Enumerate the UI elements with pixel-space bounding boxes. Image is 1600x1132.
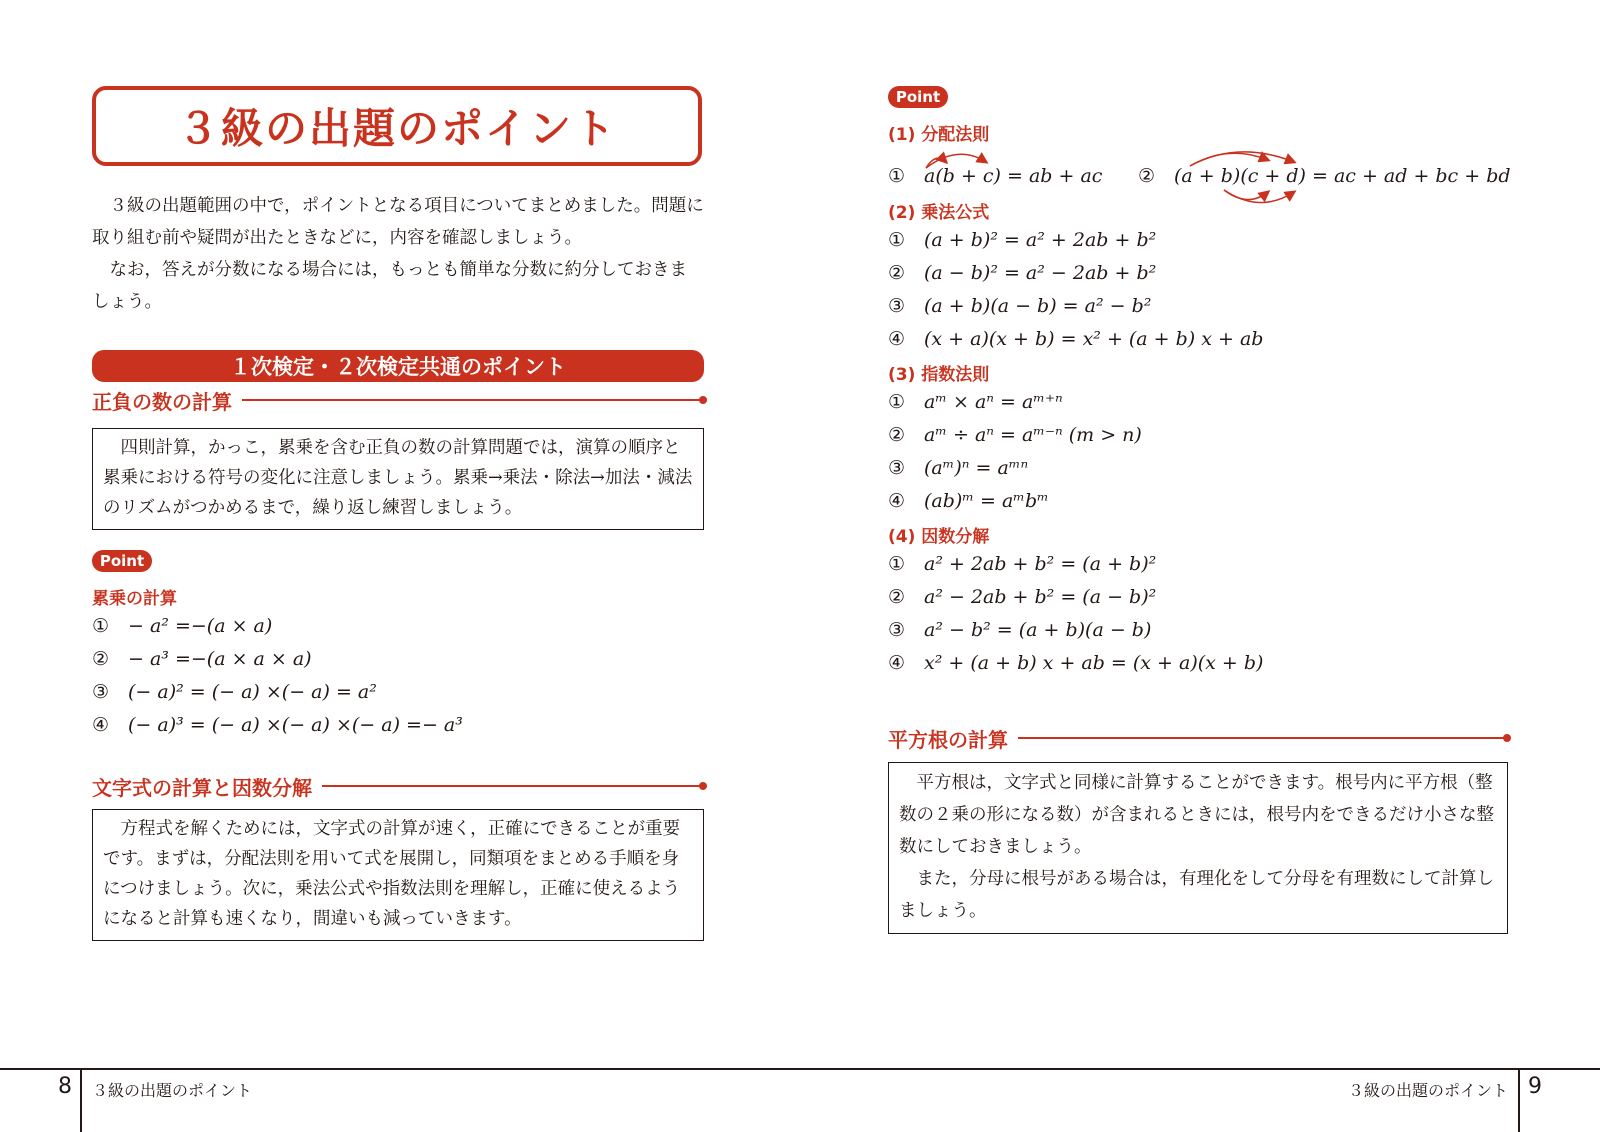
multiplication-formula (888, 295, 1151, 317)
formula-number: ① (888, 553, 906, 575)
formula-number: ① (888, 391, 906, 413)
power-formula (92, 615, 272, 637)
intro-paragraph-2: なお，答えが分数になる場合には，もっとも簡単な分数に約分しておきましょう。 (92, 260, 687, 312)
page-number-right: 9 (1528, 1074, 1542, 1099)
right-page (888, 0, 1511, 1060)
formula-expr: (a − b)² = a² − 2ab + b² (924, 262, 1157, 284)
sub-heading-powers: 累乗の計算 (92, 589, 177, 609)
multiplication-formula (888, 229, 1156, 251)
exponent-formula (888, 457, 1028, 479)
formula-expr: (ab)ᵐ = aᵐbᵐ (924, 490, 1049, 512)
formula-number: ③ (888, 457, 906, 479)
factoring-formula (888, 619, 1151, 641)
footer-divider-left (80, 1068, 82, 1132)
formula-expr: (a + b)² = a² + 2ab + b² (924, 229, 1157, 251)
formula-number: ② (888, 586, 906, 608)
formula-expr: a² + 2ab + b² = (a + b)² (924, 553, 1157, 575)
group-heading-factoring: (4) 因数分解 (888, 527, 990, 547)
section-heading-signed-numbers (92, 384, 704, 416)
formula-number: ③ (92, 681, 110, 703)
point-badge: Point (92, 550, 152, 572)
box-text: 平方根は，文字式と同様に計算することができます。根号内に平方根（整数の２乗の形になる数）が含まれるときには，根号内をできるだけ小さな整数にしておきましょう。 (899, 773, 1494, 857)
formula-expr: a² − b² = (a + b)(a − b) (924, 619, 1152, 641)
formula-expr: aᵐ ÷ aⁿ = aᵐ⁻ⁿ (m > n) (924, 424, 1142, 446)
formula-number: ② (888, 424, 906, 446)
exponent-formula (888, 391, 1063, 413)
distributive-formula-2 (1138, 165, 1511, 187)
formula-number: ① (888, 229, 906, 251)
exponent-formula (888, 424, 1142, 446)
box-text: また，分母に根号がある場合は，有理化をして分母を有理数にして計算しましょう。 (899, 869, 1494, 921)
formula-number: ② (1138, 165, 1156, 187)
formula-expr: (x + a)(x + b) = x² + (a + b) x + ab (924, 328, 1264, 350)
signed-numbers-box (92, 428, 704, 530)
formula-expr: (− a)² = (− a) ×(− a) = a² (128, 681, 377, 703)
multiplication-formula (888, 328, 1263, 350)
footer-title-left: ３級の出題のポイント (92, 1081, 253, 1100)
formula-expr: (a + b)(c + d) = ac + ad + bc + bd (1174, 165, 1511, 187)
formula-number: ④ (888, 652, 906, 674)
power-formula (92, 714, 463, 736)
page-title-box (92, 86, 702, 166)
formula-expr: aᵐ × aⁿ = aᵐ⁺ⁿ (924, 391, 1063, 413)
formula-number: ① (92, 615, 110, 637)
expressions-box (92, 809, 704, 941)
footer-rule (0, 1068, 1600, 1070)
formula-number: ④ (888, 328, 906, 350)
formula-number: ② (888, 262, 906, 284)
formula-expr: a² − 2ab + b² = (a − b)² (924, 586, 1157, 608)
multiplication-formula (888, 262, 1156, 284)
heading-rule (1018, 737, 1508, 739)
formula-expr: (− a)³ = (− a) ×(− a) ×(− a) =− a³ (128, 714, 463, 736)
exponent-formula (888, 490, 1049, 512)
power-formula (92, 648, 312, 670)
formula-number: ④ (888, 490, 906, 512)
footer-divider-right (1518, 1068, 1520, 1132)
heading-rule (242, 399, 704, 401)
formula-number: ① (888, 165, 906, 187)
formula-number: ③ (888, 619, 906, 641)
arrow-icon (1224, 190, 1294, 203)
heading-rule (322, 785, 704, 787)
factoring-formula (888, 586, 1156, 608)
formula-expr: a(b + c) = ab + ac (924, 165, 1103, 187)
formula-number: ② (92, 648, 110, 670)
factoring-formula (888, 652, 1263, 674)
section-heading-text: 平方根の計算 (888, 727, 1008, 752)
distributive-formula-1 (888, 165, 1102, 187)
formula-expr: x² + (a + b) x + ab = (x + a)(x + b) (924, 652, 1264, 674)
formula-expr: − a³ =−(a × a × a) (128, 648, 312, 670)
formula-number: ④ (92, 714, 110, 736)
section-banner: １次検定・２次検定共通のポイント (92, 350, 704, 382)
section-heading-text: 正負の数の計算 (92, 389, 232, 414)
section-heading-text: 文字式の計算と因数分解 (92, 775, 312, 800)
factoring-formula (888, 553, 1156, 575)
intro-text (92, 190, 704, 318)
formula-expr: (aᵐ)ⁿ = aᵐⁿ (924, 457, 1029, 479)
group-heading-distributive: (1) 分配法則 (888, 125, 990, 145)
intro-paragraph-1: ３級の出題範囲の中で，ポイントとなる項目についてまとめました。問題に取り組む前や疑問が出たときなどに，内容を確認しましょう。 (92, 196, 704, 248)
formula-expr: − a² =−(a × a) (128, 615, 273, 637)
point-badge: Point (888, 86, 948, 108)
page-title: ３級の出題のポイント (176, 104, 617, 153)
section-heading-square-roots (888, 722, 1508, 754)
footer-title-right: ３級の出題のポイント (1347, 1081, 1508, 1100)
left-page (92, 0, 712, 1060)
section-heading-expressions (92, 770, 704, 802)
box-text: 方程式を解くためには，文字式の計算が速く，正確にできることが重要です。まずは，分配法則を用いて式を展開し，同類項をまとめる手順を身につけましょう。次に，乗法公式や指数法則を理解し，正確に使えるようになると計算も速くなり，間違いも減っていきます。 (103, 819, 681, 929)
formula-number: ③ (888, 295, 906, 317)
page-number-left: 8 (58, 1074, 72, 1099)
group-heading-multiplication: (2) 乗法公式 (888, 203, 990, 223)
formula-expr: (a + b)(a − b) = a² − b² (924, 295, 1152, 317)
power-formula (92, 681, 377, 703)
group-heading-exponents: (3) 指数法則 (888, 365, 990, 385)
square-roots-box (888, 762, 1508, 934)
box-text: 四則計算，かっこ，累乗を含む正負の数の計算問題では，演算の順序と累乗における符号の変化に注意しましょう。累乗→乗法・除法→加法・減法のリズムがつかめるまで，繰り返し練習しましょう。 (103, 438, 693, 518)
